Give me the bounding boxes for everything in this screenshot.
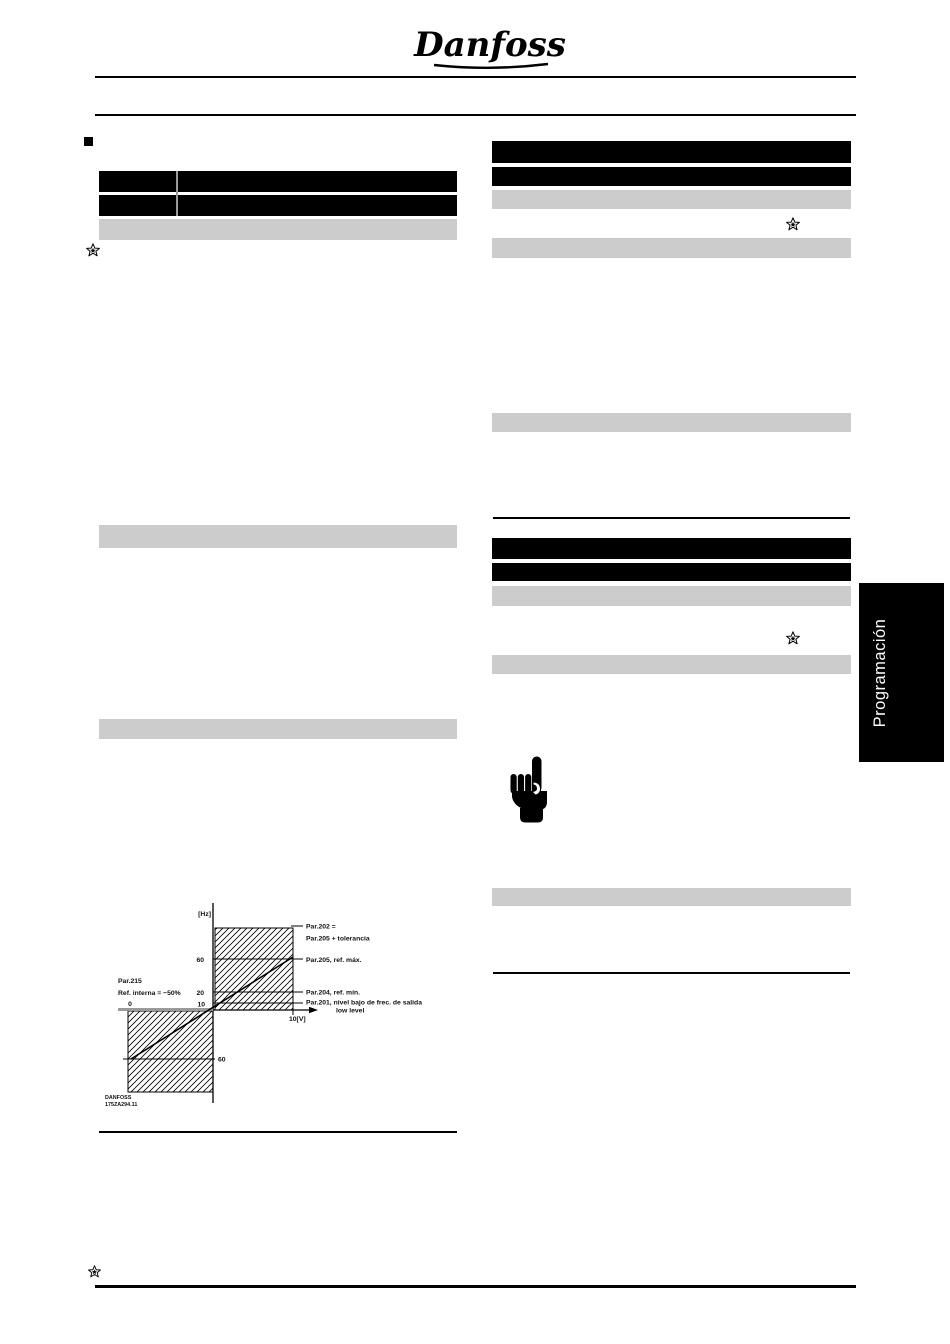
right-column-rule-top bbox=[493, 517, 850, 519]
section-bullet-square bbox=[84, 137, 93, 146]
callout-par205-tol: Par.205 + tolerancia bbox=[306, 935, 370, 943]
redacted-table-cell bbox=[99, 195, 176, 216]
attention-hand-icon bbox=[508, 755, 551, 823]
footer-rule bbox=[95, 1285, 856, 1288]
redacted-heading-bar bbox=[492, 141, 851, 163]
redacted-subheading-bar bbox=[492, 655, 851, 674]
redacted-subheading-bar bbox=[99, 219, 457, 240]
danfoss-logo bbox=[408, 20, 572, 74]
chart-ylabel: [Hz] bbox=[198, 911, 211, 918]
ytick-10: 10 bbox=[197, 1001, 205, 1009]
callout-par202: Par.202 = bbox=[306, 923, 336, 931]
table-cell-divider bbox=[176, 171, 178, 216]
redacted-table-cell bbox=[178, 195, 457, 216]
xtick-0: 0 bbox=[128, 1001, 132, 1008]
factory-setting-star-icon bbox=[88, 1265, 101, 1278]
factory-setting-star-icon bbox=[786, 631, 800, 645]
redacted-table-cell bbox=[178, 171, 457, 192]
redacted-subheading-bar bbox=[99, 525, 457, 548]
redacted-heading-bar bbox=[492, 538, 851, 559]
redacted-heading-bar bbox=[492, 167, 851, 186]
callout-par205-max: Par.205, ref. máx. bbox=[306, 957, 362, 964]
chart-credit-number: 175ZA294.11 bbox=[105, 1102, 138, 1108]
chart-xlabel: 10[V] bbox=[289, 1016, 306, 1023]
redacted-subheading-bar bbox=[99, 719, 457, 739]
factory-setting-star-icon bbox=[86, 243, 100, 257]
hatched-region-negative bbox=[128, 1011, 213, 1092]
redacted-subheading-bar bbox=[492, 190, 851, 209]
redacted-subheading-bar bbox=[492, 586, 851, 606]
callout-low-level: low level bbox=[336, 1007, 365, 1015]
factory-setting-star-icon bbox=[786, 217, 800, 231]
ytick-60: 60 bbox=[196, 957, 204, 964]
danfoss-logo-text: Danfoss bbox=[414, 25, 566, 65]
callout-ref-interna: Ref. interna = −50% bbox=[118, 990, 181, 997]
reference-scaling-chart bbox=[100, 895, 460, 1120]
redacted-subheading-bar bbox=[492, 413, 851, 432]
callout-par204-min: Par.204, ref. mín. bbox=[306, 989, 361, 997]
redacted-table-cell bbox=[99, 171, 176, 192]
ytick-20: 20 bbox=[196, 990, 204, 997]
right-column-rule-bottom bbox=[493, 972, 850, 974]
ytick-neg60: 60 bbox=[218, 1056, 226, 1064]
header-rule-top bbox=[95, 76, 856, 78]
left-column-rule bbox=[99, 1131, 457, 1133]
redacted-heading-bar bbox=[492, 563, 851, 581]
x-axis-arrowhead bbox=[309, 1007, 318, 1013]
hatched-region-positive bbox=[215, 928, 293, 1010]
header-rule-bottom bbox=[95, 114, 856, 116]
redacted-subheading-bar bbox=[492, 888, 851, 906]
callout-par215: Par.215 bbox=[118, 978, 142, 985]
chart-credit-danfoss: DANFOSS bbox=[105, 1095, 132, 1101]
redacted-subheading-bar bbox=[492, 238, 851, 258]
callout-par201: Par.201, nivel bajo de frec. de salida bbox=[306, 999, 422, 1007]
sidebar-tab-programacion bbox=[859, 583, 944, 762]
sidebar-tab-label: Programación bbox=[871, 618, 889, 727]
